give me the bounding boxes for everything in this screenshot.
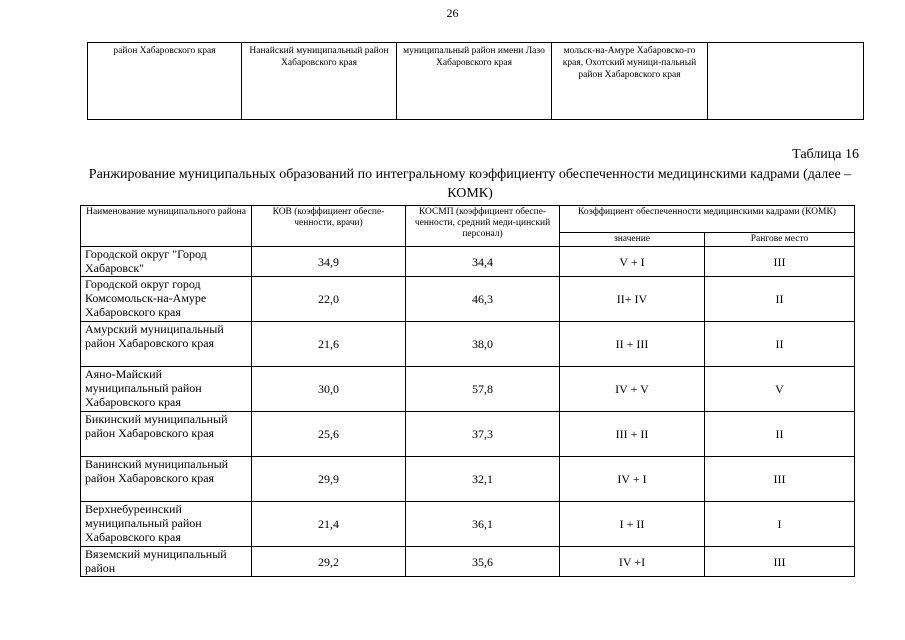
komk-value: III + II [560,412,705,457]
table-row [81,502,855,547]
kov-value: 29,9 [252,457,406,502]
rank-value: II [705,322,855,367]
table-title: Ранжирование муниципальных образований по интегральному коэффициенту обеспеченности медицинскими кадрами (далее – КОМК) [88,167,852,201]
kosmp-value: 38,0 [406,322,560,367]
komk-value: II + III [560,322,705,367]
district-name: Бикинский муниципальный район Хабаровского края [81,412,252,457]
table-cell: Нанайский муниципальный район Хабаровского края [242,43,397,120]
header-komk: Коэффициент обеспеченности медицинскими кадрами (КОМК) [560,206,855,233]
previous-table-fragment [87,42,864,120]
table-row [81,247,855,277]
header-name: Наименование муниципального района [81,206,252,247]
table-row [88,43,864,120]
kov-value: 25,6 [252,412,406,457]
table-row [81,412,855,457]
table-row [81,547,855,577]
table-cell: муниципальный район имени Лазо Хабаровского края [397,43,552,120]
kosmp-value: 34,4 [406,247,560,277]
district-name: Ванинский муниципальный район Хабаровского края [81,457,252,502]
page-number: 26 [446,6,459,20]
header-rank: Рангове место [705,233,855,247]
rank-value: I [705,502,855,547]
komk-value: V + I [560,247,705,277]
kosmp-value: 57,8 [406,367,560,412]
ranking-table [80,205,855,577]
table-cell: мольск-на-Амуре Хабаровско-го края, Охотский муници-пальный район Хабаровского края [552,43,708,120]
header-kov: КОВ (коэффициент обеспе-ченности, врачи) [252,206,406,247]
table-cell [708,43,864,120]
table-caption: Таблица 16 [792,147,859,162]
rank-value: III [705,547,855,577]
kov-value: 21,4 [252,502,406,547]
header-kosmp: КОСМП (коэффициент обеспе-ченности, средний меди-цинский персонал) [406,206,560,247]
kov-value: 22,0 [252,277,406,322]
rank-value: III [705,457,855,502]
rank-value: V [705,367,855,412]
table-row [81,277,855,322]
rank-value: II [705,412,855,457]
kosmp-value: 32,1 [406,457,560,502]
komk-value: IV + V [560,367,705,412]
district-name: Городской округ город Комсомольск-на-Амуре Хабаровского края [81,277,252,322]
kosmp-value: 36,1 [406,502,560,547]
komk-value: II+ IV [560,277,705,322]
rank-value: II [705,277,855,322]
district-name: Вяземский муниципальный район [81,547,252,577]
kosmp-value: 46,3 [406,277,560,322]
komk-value: I + II [560,502,705,547]
kov-value: 21,6 [252,322,406,367]
kosmp-value: 37,3 [406,412,560,457]
kov-value: 29,2 [252,547,406,577]
district-name: Аяно-Майский муниципальный район Хабаровского края [81,367,252,412]
table-row [81,367,855,412]
table-row [81,457,855,502]
header-value: значение [560,233,705,247]
kov-value: 34,9 [252,247,406,277]
rank-value: III [705,247,855,277]
kov-value: 30,0 [252,367,406,412]
kosmp-value: 35,6 [406,547,560,577]
table-cell: район Хабаровского края [88,43,242,120]
district-name: Верхнебуреинский муниципальный район Хабаровского края [81,502,252,547]
table-header-row [81,206,855,233]
table-row [81,322,855,367]
komk-value: IV +I [560,547,705,577]
komk-value: IV + I [560,457,705,502]
district-name: Амурский муниципальный район Хабаровского края [81,322,252,367]
district-name: Городской округ "Город Хабаровск" [81,247,252,277]
